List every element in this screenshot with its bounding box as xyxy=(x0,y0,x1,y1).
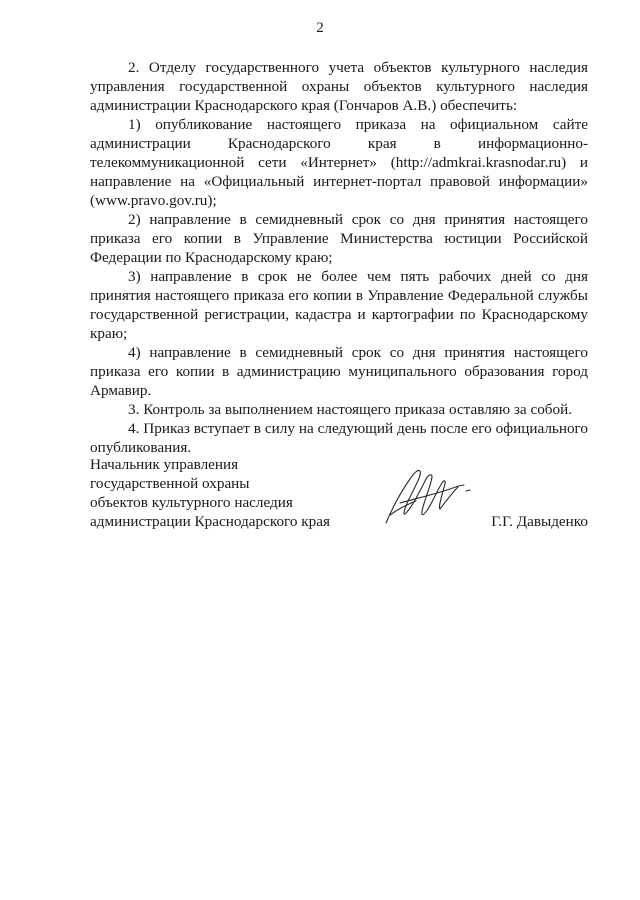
paragraph-subitem-2: 2) направление в семидневный срок со дня принятия настоящего приказа его копии в Управление Министерства юстиции Российской Федерации по Краснодарскому краю; xyxy=(90,211,588,266)
handwritten-signature-icon xyxy=(380,463,472,527)
signer-position xyxy=(90,455,370,531)
page-number: 2 xyxy=(316,20,324,36)
signature-block xyxy=(90,455,588,535)
document-body xyxy=(90,58,588,457)
paragraph-item-4: 4. Приказ вступает в силу на следующий день после его официального опубликования. xyxy=(90,420,588,456)
signer-name: Г.Г. Давыденко xyxy=(491,513,588,530)
signer-position-line: государственной охраны xyxy=(90,475,250,492)
paragraph-item-3: 3. Контроль за выполнением настоящего приказа оставляю за собой. xyxy=(128,401,573,418)
paragraph-item-2: 2. Отделу государственного учета объектов культурного наследия управления государственной охраны объектов культурного наследия администрации Краснодарского края (Гончаров А.В.) обеспечить: xyxy=(90,59,588,114)
paragraph-subitem-3: 3) направление в срок не более чем пять рабочих дней со дня принятия настоящего приказа его копии в Управление Федеральной службы государственной регистрации, кадастра и картографии по Краснодарскому краю; xyxy=(90,268,588,342)
signer-position-line: Начальник управления xyxy=(90,456,239,473)
paragraph-subitem-1: 1) опубликование настоящего приказа на официальном сайте администрации Краснодарского края в информационно-телекоммуникационной сети «Интернет» (http://admkrai.krasnodar.ru) и направление на «Официальный интернет-портал правовой информации» (www.pravo.gov.ru); xyxy=(90,116,588,209)
paragraph-subitem-4: 4) направление в семидневный срок со дня принятия настоящего приказа его копии в администрацию муниципального образования город Армавир. xyxy=(90,344,588,399)
signer-position-line: администрации Краснодарского края xyxy=(90,513,330,530)
signer-position-line: объектов культурного наследия xyxy=(90,494,293,511)
